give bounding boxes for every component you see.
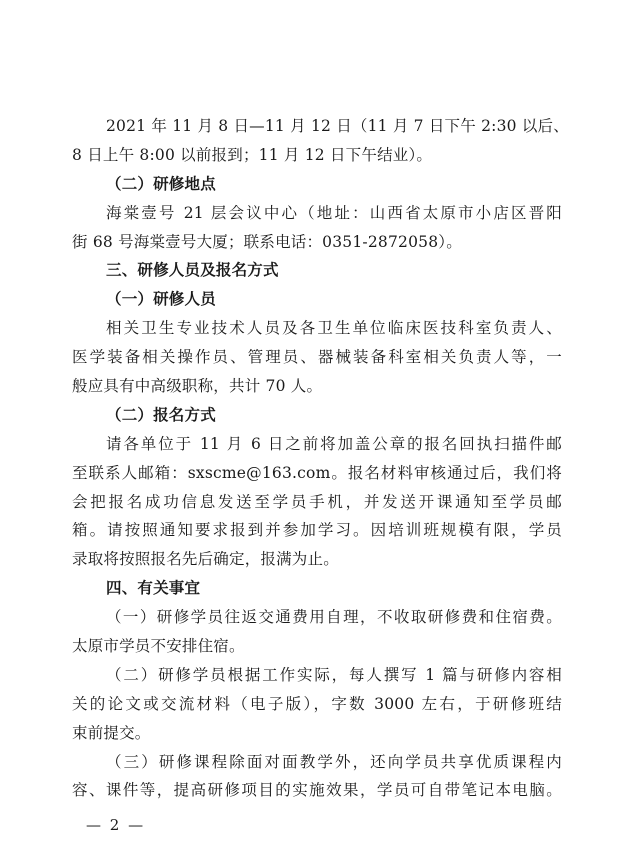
paragraph-item-1-line-2: 太原市学员不安排住宿。 — [72, 637, 245, 656]
paragraph-personnel-line-1: 相关卫生专业技术人员及各卫生单位临床医技科室负责人、 — [106, 319, 562, 338]
page-number: — 2 — — [86, 816, 146, 834]
paragraph-item-2-line-3: 束前提交。 — [72, 723, 151, 742]
paragraph-item-3-line-2: 容、课件等，提高研修项目的实施效果，学员可自带笔记本电脑。 — [72, 781, 562, 800]
paragraph-item-2-line-1: （二）研修学员根据工作实际，每人撰写 1 篇与研修内容相 — [106, 665, 562, 684]
heading-section-3: 三、研修人员及报名方式 — [106, 261, 279, 280]
paragraph-signup-line-4: 箱。请按照通知要求报到并参加学习。因培训班规模有限，学员 — [72, 521, 562, 540]
heading-signup: （二）报名方式 — [106, 405, 216, 424]
heading-personnel: （一）研修人员 — [106, 290, 216, 309]
paragraph-personnel-line-2: 医学装备相关操作员、管理员、器械装备科室相关负责人等，一 — [72, 348, 562, 367]
paragraph-schedule-line-1: 2021 年 11 月 8 日—11 月 12 日（11 月 7 日下午 2:30 以后、 — [106, 117, 569, 135]
paragraph-signup-line-2: 至联系人邮箱：sxscme@163.com。报名材料审核通过后，我们将 — [72, 463, 562, 482]
paragraph-schedule-line-2: 8 日上午 8:00 以前报到；11 月 12 日下午结业）。 — [72, 145, 433, 164]
heading-section-4: 四、有关事宜 — [106, 579, 201, 598]
paragraph-item-1-line-1: （一）研修学员往返交通费用自理，不收取研修费和住宿费。 — [106, 608, 562, 627]
paragraph-signup-line-5: 录取将按照报名先后确定，报满为止。 — [72, 550, 339, 569]
paragraph-location-line-2: 街 68 号海棠壹号大厦；联系电话：0351-2872058）。 — [72, 232, 462, 251]
paragraph-signup-line-3: 会把报名成功信息发送至学员手机，并发送开课通知至学员邮 — [72, 492, 562, 511]
paragraph-personnel-line-3: 般应具有中高级职称，共计 70 人。 — [72, 377, 323, 396]
paragraph-item-2-line-2: 关的论文或交流材料（电子版），字数 3000 左右，于研修班结 — [72, 694, 562, 713]
heading-location: （二）研修地点 — [106, 174, 216, 193]
paragraph-location-line-1: 海棠壹号 21 层会议中心（地址：山西省太原市小店区晋阳 — [106, 203, 562, 222]
paragraph-signup-line-1: 请各单位于 11 月 6 日之前将加盖公章的报名回执扫描件邮 — [106, 434, 562, 453]
paragraph-item-3-line-1: （三）研修课程除面对面教学外，还向学员共享优质课程内 — [106, 752, 562, 771]
document-body — [72, 112, 569, 805]
